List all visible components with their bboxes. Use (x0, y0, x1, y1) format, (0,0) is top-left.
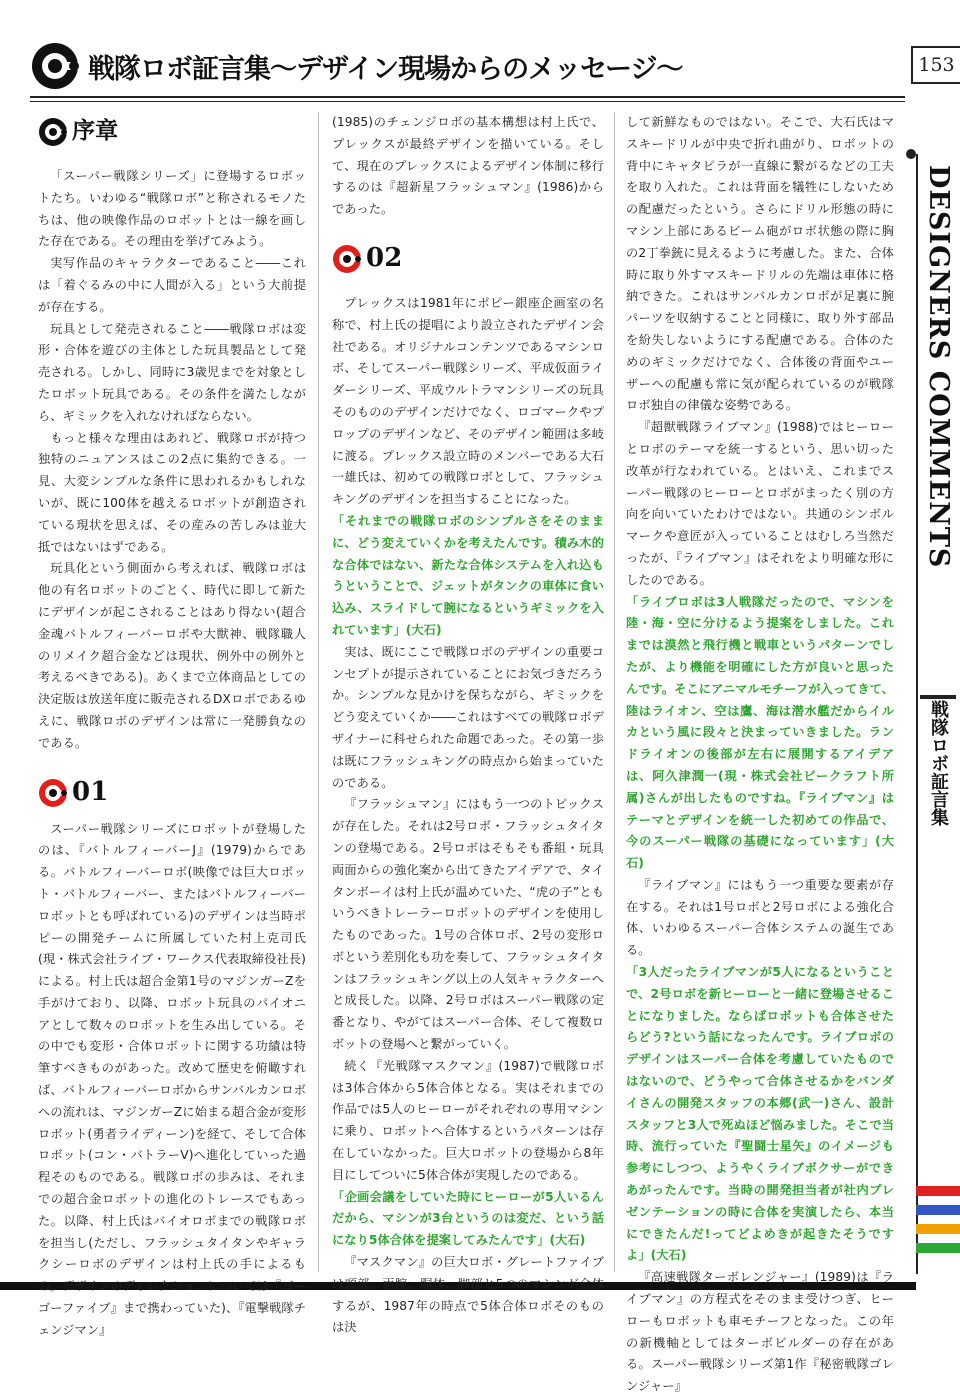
side-heading: DESIGNERS COMMENTS (923, 165, 954, 569)
paragraph: 『超獣戦隊ライブマン』(1988)ではヒーローとロボのテーマを統一するという、思い切った改革が行なわれている。とはいえ、これまでスーパー戦隊のヒーローとロボがまったく別の方向を向いていたわけではない。共通のシンボルマークや意匠が入っていることはむしろ当然だったが、『ライブマン』はそれをより明確な形にしたのである。 (626, 420, 894, 587)
title-divider (30, 96, 905, 98)
stripe-blue (916, 1205, 960, 1215)
column-divider (614, 112, 615, 1272)
section-heading-intro (38, 112, 306, 152)
column-divider (318, 112, 319, 1272)
title-divider-thin (30, 101, 905, 102)
side-subheading: 戦隊ロボ証言集 (928, 700, 949, 826)
paragraph: 「スーパー戦隊シリーズ」に登場するロボットたち。いわゆる“戦隊ロボ”と称されるモノたちは、他の映像作品のロボットとは一線を画した存在である。その理由を挙げてみよう。 (38, 169, 306, 249)
quote: 「それまでの戦隊ロボのシンプルさをそのままに、どう変えていくかを考えたんです。積み木的な合体ではない、新たな合体システムを入れ込もうということで、ジェットがタンクの車体に食い込み、スライドして腕になるというギミックを入れています」(大石) (332, 513, 604, 637)
side-dot-icon (906, 149, 916, 159)
title-bar (30, 36, 890, 96)
paragraph: スーパー戦隊シリーズにロボットが登場したのは、『バトルフィーバーJ』(1979)からである。バトルフィーバーロボ(映像では巨大ロボット・バトルフィーバー、またはバトルフィーバーロボットとも呼ばれている)のデザインは当時ポピーの開発チームに所属していた村上克司氏(現・株式会社ライブ・ワークス代表取締役社長)による。村上氏は超合金第1号のマジンガーZを手がけており、以降、ロボット玩具のパイオニアとして数々のロボットを生み出している。その中でも変形・合体ロボットに関する功績は特筆すべきものがあった。改めて歴史を俯瞰すれば、バトルフィーバーロボからサンバルカンロボへの流れは、マジンガーZに始まる超合金が変形ロボット(勇者ライディーン)を経て、そして合体ロボット(コン・バトラーV)へ進化していった過程そのものである。戦隊ロボの歩みは、それまでの超合金ロボットの進化のトレースでもあった。以降、村上氏はバイオロボまでの戦隊ロボを担当し(ただし、フラッシュタイタンやギャラクシーロボのデザインは村上氏の手によるもの。デザインのディレクションについては『ゴーゴーファイブ』まで携わっていた)、『電撃戦隊チェンジマン』 (38, 821, 306, 1337)
color-stripes (916, 1186, 960, 1262)
section-bullet-icon (38, 117, 68, 147)
section-label: 序章 (72, 118, 119, 145)
paragraph: プレックスは1981年にポピー銀座企画室の名称で、村上氏の提唱により設立されたデザイン会社である。オリジナルコンテンツであるマシンロボ、そしてスーパー戦隊シリーズ、平成仮面ライダーシリーズ、平成ウルトラマンシリーズの玩具そのもののデザインだけでなく、ロゴマークやプロップのデザインなど、そのデザイン範囲は多岐に渡る。プレックス設立時のメンバーである大石一雄氏は、初めての戦隊ロボとして、フラッシュキングのデザインを担当することになった。 (332, 295, 604, 507)
paragraph: 実は、既にここで戦隊ロボのデザインの重要コンセプトが提示されていることにお気づきだろうか。シンプルな見かけを保ちながら、ギミックをどう変えていくか――これはすべての戦隊ロボデザイナーに科せられた命題であった。その第一歩は既にフラッシュキングの時点から始まっていたのである。 (332, 644, 604, 790)
paragraph: して新鮮なものではない。そこで、大石氏はマスキードリルが中央で折れ曲がり、ロボットの背中にキャタピラが一直線に繋がるなどの工夫を取り入れた。これは背面を犠牲にしないための配慮だったという。さらにドリル形態の時にマシン上部にあるビーム砲がロボ状態の際に胸の2丁拳銃に見えるように考慮した。また、合体時に取り外すマスキードリルの先端は車体に格納できた。これはサンバルカンロボが足裏に腕パーツを収納することと同様に、取り外す部品を紛失しないようにする配慮である。合体のためのギミックだけでなく、合体後の背面やユーザーへの配慮も常に気が配られているのが戦隊ロボ独自の律儀な姿勢である。 (626, 115, 894, 413)
section-bullet-icon (30, 41, 80, 91)
paragraph: もっと様々な理由はあれど、戦隊ロボが持つ独特のニュアンスはこの2点に集約できる。一見、大変シンプルな条件に思われるかもしれないが、既に100体を越えるロボットが創造されている現状を思えば、その産みの苦しみは並大抵ではないはずである。 (38, 430, 306, 554)
section-label: 01 (72, 776, 109, 807)
paragraph: 玩具化という側面から考えれば、戦隊ロボは他の有名ロボットのごとく、時代に即して新たにデザインが起こされることはあり得ない(超合金魂バトルフィーバーロボや大獣神、戦隊職人のリメイク超合金などは現状、例外中の例外と考えるべきである)。あくまで立体商品としての決定版は放送年度に販売されるDXロボであるゆえに、戦隊ロボのデザインは常に一発勝負なのである。 (38, 561, 306, 750)
paragraph: 『ライブマン』にはもう一つ重要な要素が存在する。それは1号ロボと2号ロボによる強化合体、いわゆるスーパー合体システムの誕生である。 (626, 877, 894, 958)
column-3 (626, 112, 894, 1398)
quote: 「企画会議をしていた時にヒーローが5人いるんだから、マシンが3台というのは変だ、という話になり5体合体を提案してみたんです」(大石) (332, 1189, 604, 1248)
side-sub-divider (920, 695, 956, 699)
paragraph: 玩具として発売されること――戦隊ロボは変形・合体を遊びの主体とした玩具製品として発売される。しかし、同時に3歳児までを対象としたロボット玩具である。その条件を満たしながら、ギミックを入れなければならない。 (38, 321, 306, 423)
quote: 「3人だったライブマンが5人になるということで、2号ロボを新ヒーローと一緒に登場させることになりました。ならばロボットも合体させたらどう?という話になったんです。ライブロボのデザインはスーパー合体を考慮していたものではないので、どうやって合体させるかをバンダイさんの開発スタッフの本郷(武一)さん、設計スタッフと3人で死ぬほど悩みました。そこで当時、流行っていた『聖闘士星矢』のイメージも参考にしつつ、ようやくライブボクサーができあがったんです。当時の開発担当者が社内プレゼンテーションの時に合体を実演したら、本当にできたんだ!ってどよめきが起きたそうですよ」(大石) (626, 965, 894, 1263)
section-heading-01 (38, 773, 306, 813)
page-number: 153 (911, 46, 960, 84)
column-2 (332, 112, 604, 1339)
paragraph: 『マスクマン』の巨大ロボ・グレートファイブは頭部、両腕、胴体、脚部と5つのマシンが合体するが、1987年の時点で5体合体ロボそのものは決 (332, 1255, 604, 1335)
paragraph: 『フラッシュマン』にはもう一つのトピックスが存在した。それは2号ロボ・フラッシュタイタンの登場である。2号ロボはそもそも番組・玩具両面からの強化案から出てきたアイデアで、タイタンボーイは村上氏が温めていた、“虎の子”ともいうべきトレーラーロボットのデザインを使用したものであった。1号の合体ロボ、2号の変形ロボという差別化も功を奏して、フラッシュタイタンはフラッシュキング以上の人気キャラクターへと成長した。以降、2号ロボはスーパー戦隊の定番となり、やがてはスーパー合体、そして複数ロボットの登場へと繋がっていく。 (332, 797, 604, 1052)
section-label: 02 (366, 243, 403, 274)
paragraph: 実写作品のキャラクターであること――これは「着ぐるみの中に人間が入る」という大前提が存在する。 (38, 256, 306, 314)
paragraph: 『高速戦隊ターボレンジャー』(1989)は『ライブマン』の方程式をそのまま受けつぎ、ヒーローもロボットも車モチーフとなった。この年の新機軸としてはターボビルダーの存在がある。スーパー戦隊シリーズ第1作『秘密戦隊ゴレンジャー』 (626, 1270, 894, 1394)
paragraph: (1985)のチェンジロボの基本構想は村上氏で、プレックスが最終デザインを描いている。そして、現在のプレックスによるデザイン体制に移行するのは『超新星フラッシュマン』(1986)からであった。 (332, 115, 604, 217)
section-bullet-icon (38, 778, 68, 808)
stripe-yellow (916, 1224, 960, 1234)
section-bullet-icon (332, 244, 362, 274)
quote: 「ライブロボは3人戦隊だったので、マシンを陸・海・空に分けるよう提案をしました。これまでは漠然と飛行機と戦車というパターンでしたが、より機能を明確にした方が良いと思ったんです。そこにアニマルモチーフが入ってきて、陸はライオン、空は鷹、海は潜水艦だからイルカという風に段々と決まっていきました。ランドライオンの後部が左右に展開するアイデアは、阿久津潤一(現・株式会社ビークラフト所属)さんが出したものですね。『ライブマン』はテーマとデザインを統一した初めての作品で、今のスーパー戦隊の基礎になっています」(大石) (626, 594, 894, 871)
page-title: 戦隊ロボ証言集〜デザイン現場からのメッセージ〜 (88, 53, 683, 85)
stripe-red (916, 1186, 960, 1196)
column-1 (38, 112, 306, 1342)
stripe-green (916, 1243, 960, 1253)
paragraph: 続く『光戦隊マスクマン』(1987)で戦隊ロボは3体合体から5体合体となる。実はそれまでの作品では5人のヒーローがそれぞれの専用マシンに乗り、ロボットへ合体するというパターンは存在していなかった。巨大ロボットの登場から8年目にしてついに5体合体が実現したのである。 (332, 1058, 604, 1182)
section-heading-02 (332, 239, 604, 279)
